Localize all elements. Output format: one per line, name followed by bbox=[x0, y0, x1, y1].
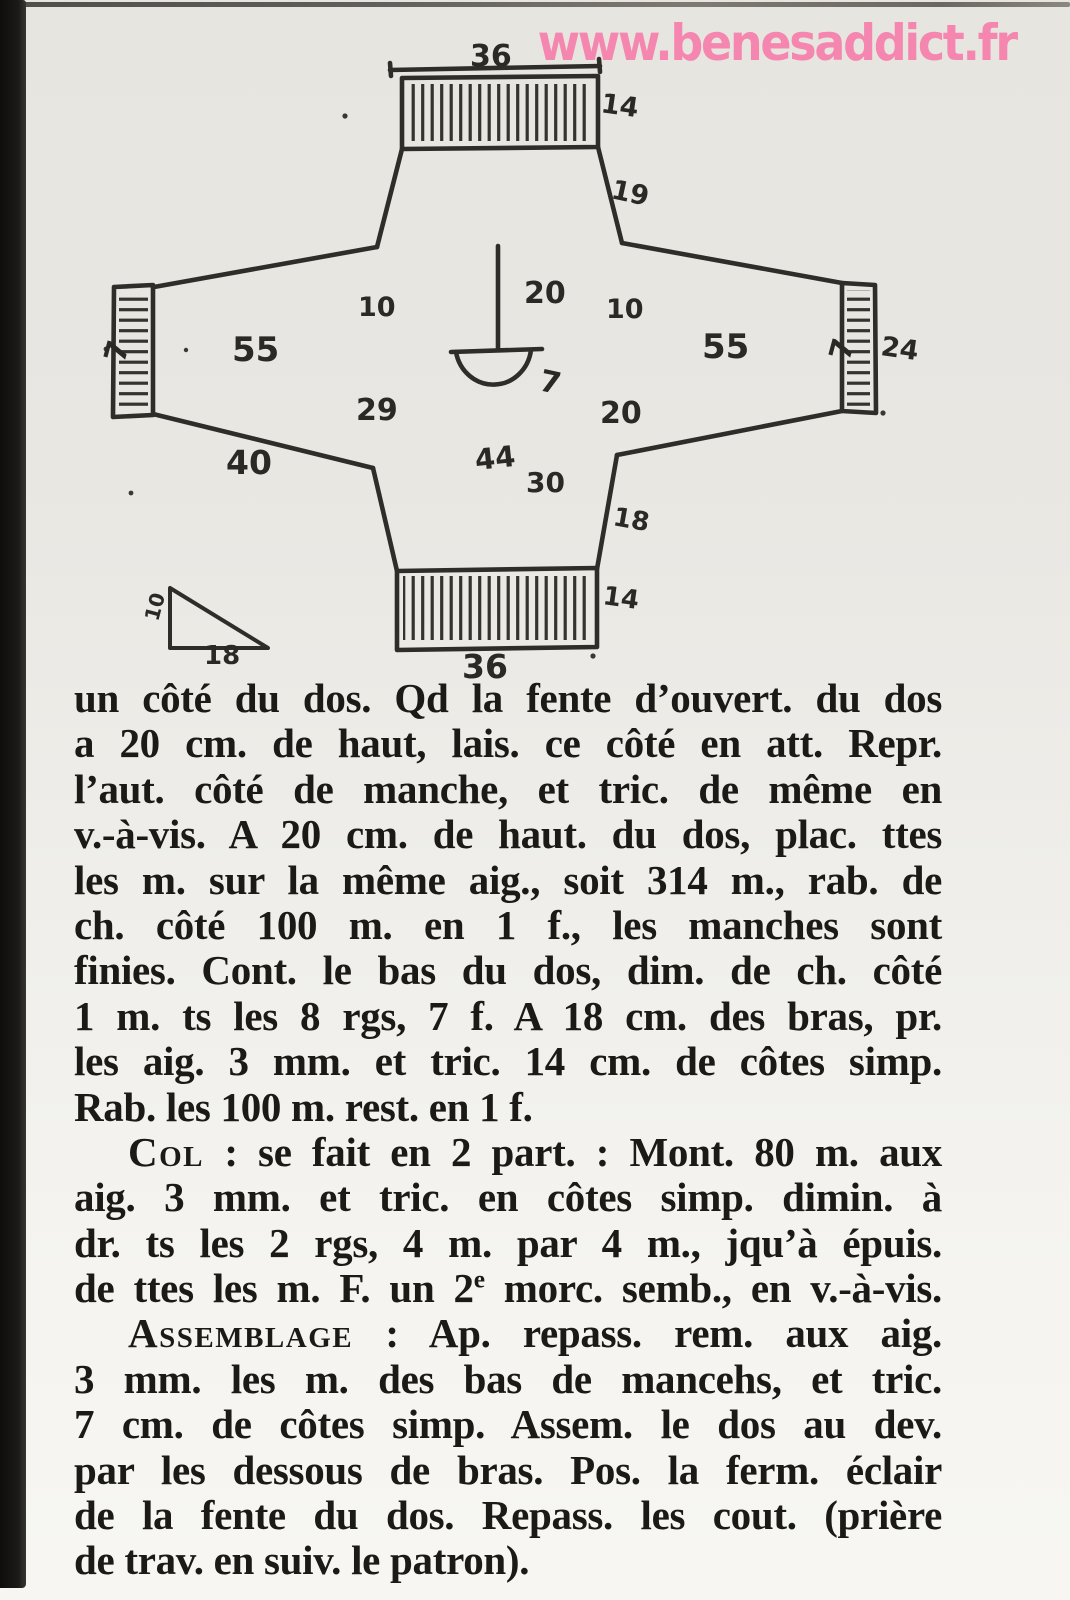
superscript-e: e bbox=[473, 1265, 485, 1294]
text-line: de trav. en suiv. le patron). bbox=[74, 1537, 530, 1584]
measure-left-neck-10: 10 bbox=[358, 292, 396, 323]
text-run: de ttes les m. F. un 2 bbox=[74, 1265, 474, 1312]
text-line: l’aut. côté de manche, et tric. de même en bbox=[74, 765, 942, 812]
section-label-assemblage: Assemblage bbox=[128, 1310, 354, 1357]
text-line: par les dessous de bras. Pos. la ferm. éclair bbox=[74, 1446, 942, 1493]
measure-right-mid-20: 20 bbox=[600, 396, 642, 431]
text-run: : se fait en 2 part. : Mont. 80 m. aux bbox=[204, 1128, 942, 1175]
garment-outline bbox=[113, 59, 876, 650]
gauge-triangle-base-18: 18 bbox=[204, 641, 241, 671]
measure-bottom-band-height-14: 14 bbox=[601, 581, 642, 616]
text-line: Rab. les 100 m. rest. en 1 f. bbox=[74, 1083, 533, 1130]
watermark-url: www.benesaddict.fr bbox=[537, 14, 1016, 72]
measure-left-mid-29: 29 bbox=[356, 393, 398, 428]
left-shoulder-line bbox=[154, 247, 377, 287]
text-line-assemblage-heading bbox=[74, 1311, 942, 1356]
section-label-col: Col bbox=[128, 1128, 205, 1175]
text-line: 1 m. ts les 8 rgs, 7 f. A 18 cm. des bras, pr. bbox=[74, 992, 942, 1039]
pattern-instructions bbox=[74, 676, 942, 1584]
text-line: a 20 cm. de haut, lais. ce côté en att. Repr. bbox=[74, 720, 942, 767]
text-line: les aig. 3 mm. et tric. 14 cm. de côtes simp. bbox=[74, 1038, 942, 1085]
measure-center-neck-20: 20 bbox=[524, 276, 566, 311]
text-line: un côté du dos. Qd la fente d’ouvert. du dos bbox=[74, 675, 942, 721]
text-line: 3 mm. les m. des bas de mancehs, et tric. bbox=[74, 1355, 942, 1402]
text-run: : Ap. repass. rem. aux aig. bbox=[353, 1310, 942, 1357]
neck-chord-line bbox=[451, 349, 542, 352]
text-line: dr. ts les 2 rgs, 4 m. par 4 m., jqu’à épuis. bbox=[74, 1219, 942, 1266]
measure-bottom-width-36: 36 bbox=[462, 647, 508, 686]
measure-bottom-center-30: 30 bbox=[526, 466, 565, 499]
text-line: les m. sur la même aig., soit 314 m., rab. de bbox=[74, 856, 942, 903]
text-line: finies. Cont. le bas du dos, dim. de ch. côté bbox=[74, 947, 942, 994]
measure-top-width-36: 36 bbox=[470, 39, 512, 74]
right-shoulder-line bbox=[622, 243, 842, 283]
bottom-ribbing-hatch bbox=[403, 576, 589, 640]
gauge-triangle-height-10: 10 bbox=[139, 590, 171, 624]
measure-right-sleeve-55: 55 bbox=[702, 327, 750, 367]
measure-top-band-height-14: 14 bbox=[599, 88, 641, 125]
text-line-superscript bbox=[74, 1266, 942, 1311]
bottom-left-slope bbox=[373, 468, 397, 571]
top-left-slope bbox=[377, 149, 402, 247]
measure-right-cuff-7: 7 bbox=[822, 334, 863, 365]
measure-bottom-center-44: 44 bbox=[473, 438, 517, 477]
right-underarm-line bbox=[617, 411, 842, 455]
text-line: de la fente du dos. Repass. les cout. (prière bbox=[74, 1492, 942, 1539]
measure-lower-left-40: 40 bbox=[226, 443, 272, 482]
text-line: aig. 3 mm. et tric. en côtes simp. dimin. à bbox=[74, 1174, 942, 1221]
top-ribbing-hatch bbox=[408, 84, 590, 141]
measure-left-sleeve-55: 55 bbox=[232, 330, 280, 370]
measure-lower-right-slope-18: 18 bbox=[610, 502, 652, 539]
measure-right-slope-19: 19 bbox=[608, 174, 652, 213]
text-line: ch. côté 100 m. en 1 f., les manches sont bbox=[74, 901, 942, 948]
measure-left-cuff-7: 7 bbox=[97, 336, 138, 367]
text-run: morc. semb., en v.-à-vis. bbox=[484, 1265, 942, 1312]
neck-semicircle bbox=[456, 350, 531, 385]
text-line: v.-à-vis. A 20 cm. de haut. du dos, plac. ttes bbox=[74, 811, 942, 858]
measure-neck-depth-7: 7 bbox=[536, 363, 565, 403]
measure-right-neck-10: 10 bbox=[606, 294, 644, 325]
garment-schematic bbox=[0, 0, 1070, 690]
text-line-col-heading bbox=[74, 1130, 942, 1175]
gauge-triangle bbox=[170, 588, 268, 648]
text-line: 7 cm. de côtes simp. Assem. le dos au dev. bbox=[74, 1401, 942, 1448]
measure-right-cuff-width-24: 24 bbox=[879, 331, 921, 368]
